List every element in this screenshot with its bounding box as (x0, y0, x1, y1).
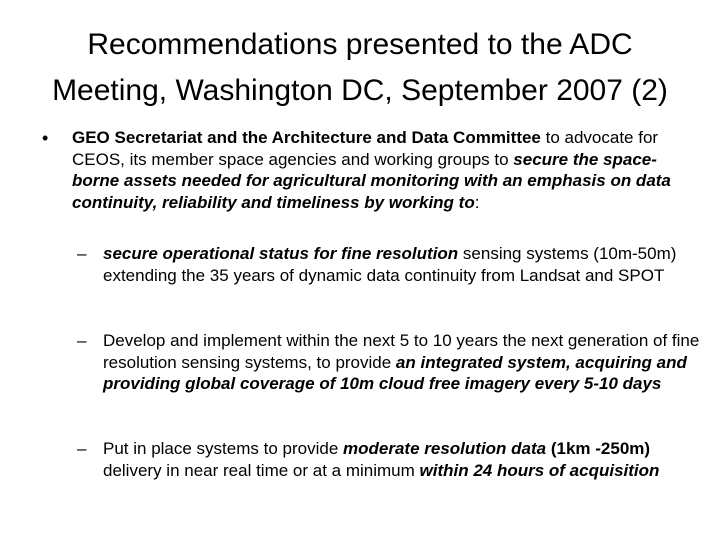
sub-bullet-3-bold-italic-2: within 24 hours of acquisition (419, 460, 660, 480)
sub-bullet-3-text-1: Put in place systems to provide (103, 439, 344, 458)
sub-bullet-1-text: sensing systems (10m-50m) extending the 35 years of dynamic data continuity from Landsat and SPOT (103, 244, 677, 285)
main-bullet-text (72, 127, 692, 213)
sub-bullet-3-text-3: delivery in near real time or at a minimum (103, 460, 420, 480)
bullet-marker: • (42, 128, 49, 148)
slide-title-line1: Recommendations presented to the ADC (87, 28, 633, 61)
main-bullet-bold-lead: GEO Secretariat and the Architecture and Data Committee (72, 128, 541, 147)
sub-bullet-1 (103, 243, 703, 286)
slide-title (0, 22, 720, 114)
sub-bullet-dash-2: – (77, 331, 87, 350)
sub-bullet-2-text: Develop and implement within the next 5 to 10 years the next generation of fine resolution sensing systems, to provide (103, 331, 700, 372)
sub-bullet-3-bold: (1km -250m) (550, 439, 651, 458)
main-bullet-bold-italic: secure the space-borne assets needed for agricultural monitoring with an emphasis on data continuity, reliability and timeliness by working to (72, 149, 671, 212)
sub-bullet-1-bold-italic: secure operational status for fine resolution (103, 244, 459, 263)
slide-title-line2: Meeting, Washington DC, September 2007 (2) (52, 74, 668, 107)
sub-bullet-2-bold-italic: an integrated system, acquiring and providing global coverage of 10m cloud free imagery every 5-10 days (103, 352, 687, 393)
sub-bullet-3 (103, 438, 703, 481)
sub-bullet-2 (103, 330, 703, 395)
sub-bullet-dash-1: – (77, 244, 87, 263)
main-bullet-text-2: : (474, 192, 480, 212)
sub-bullet-dash-3: – (77, 439, 87, 458)
sub-bullet-3-bold-italic-1: moderate resolution data (343, 439, 547, 458)
main-bullet-text-1: to advocate for CEOS, its member space agencies and working groups to (72, 128, 659, 169)
